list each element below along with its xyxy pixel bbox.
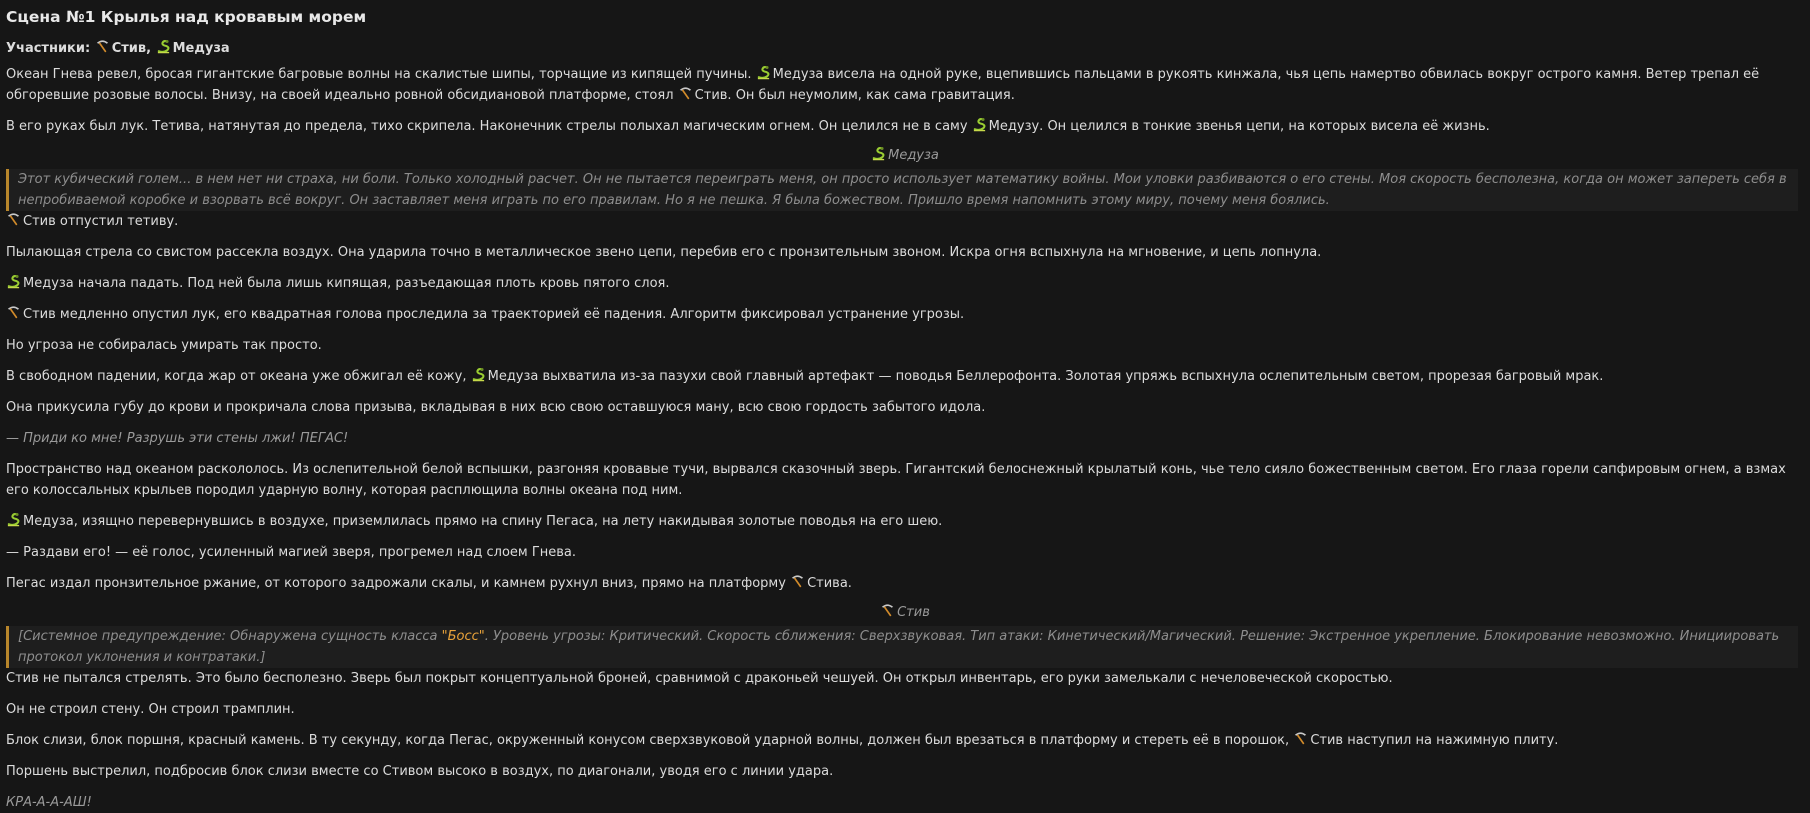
story-paragraph: Стив не пытался стрелять. Это было бесполезно. Зверь был покрыт концептуальной броней, сравнимой с драконьей чешуей. Он открыл инвентарь, его руки замелькали с нечеловеческой скоростью. — [6, 671, 1393, 686]
story-paragraph: Но угроза не собиралась умирать так просто. — [6, 338, 322, 353]
snake-icon — [972, 117, 987, 132]
story-paragraph — [6, 211, 1804, 232]
snake-icon — [6, 274, 21, 289]
pickaxe-icon — [880, 603, 895, 618]
snake-icon — [156, 39, 171, 54]
story-paragraph: Она прикусила губу до крови и прокричала слова призыва, вкладывая в них всю свою оставшуюся ману, всю свою гордость забытого идола. — [6, 400, 986, 415]
story-paragraph: Он не строил стену. Он строил трамплин. — [6, 702, 295, 717]
snake-icon — [471, 367, 486, 382]
story-sound-effect: КРА-А-А-АШ! — [6, 795, 92, 810]
story-text: Стив. Он был неумолим, как сама гравитация. — [694, 88, 1015, 103]
story-paragraph: Пространство над океаном раскололось. Из ослепительной белой вспышки, разгоняя кровавые тучи, вырвался сказочный зверь. Гигантский белоснежный крылатый конь, чье тело сияло божественным светом. Его глаза горели сапфировым огнем, а взмах его колоссальных крыльев породил ударную волну, которая расплющила волны океана под ним. — [6, 462, 1786, 498]
pickaxe-icon — [1293, 731, 1308, 746]
medusa-thought-quote: Этот кубический голем... в нем нет ни страха, ни боли. Только холодный расчет. Он не пытается переиграть меня, он просто использует математику войны. Мои уловки разбиваются о его стены. Моя скорость бесполезна, когда он может запереть себя в непробиваемой коробке и взорвать всё вокруг. Он заставляет меня играть по его правилам. Но я не пешка. Я была божеством. Пришло время напомнить этому миру, почему меня боялись. — [6, 169, 1798, 211]
pickaxe-icon — [6, 305, 21, 320]
boss-highlight: "Босс" — [441, 629, 485, 644]
participant-steve: Стив, — [111, 41, 152, 56]
pickaxe-icon — [790, 574, 805, 589]
snake-icon — [756, 65, 771, 80]
story-paragraph: Пылающая стрела со свистом рассекла воздух. Она ударила точно в металлическое звено цепи, перебив его с пронзительным звоном. Искра огня вспыхнула на мгновение, и цепь лопнула. — [6, 245, 1322, 260]
pickaxe-icon — [678, 86, 693, 101]
scene-title: Сцена №1 Крылья над кровавым морем — [6, 8, 367, 26]
story-text: Медузу. Он целился в тонкие звенья цепи, на которых висела её жизнь. — [988, 119, 1490, 134]
story-text: Океан Гнева ревел, бросая гигантские багровые волны на скалистые шипы, торчащие из кипящей пучины. — [6, 67, 752, 82]
pickaxe-icon — [95, 39, 110, 54]
participants — [6, 39, 1804, 59]
pickaxe-icon — [6, 212, 21, 227]
snake-icon — [871, 146, 886, 161]
speaker-medusa: Медуза — [6, 146, 1804, 166]
story-paragraph — [6, 64, 1804, 106]
story-paragraph: Медуза, изящно перевернувшись в воздухе, приземлилась прямо на спину Пегаса, на лету накидывая золотые поводья на его шею. — [6, 511, 1804, 532]
story-paragraph: Поршень выстрелил, подбросив блок слизи вместе со Стивом высоко в воздух, по диагонали, уводя его с линии удара. — [6, 764, 834, 779]
snake-icon — [6, 512, 21, 527]
participants-label: Участники: — [6, 41, 91, 56]
story-paragraph: Пегас издал пронзительное ржание, от которого задрожали скалы, и камнем рухнул вниз, прямо на платформу Стива. — [6, 576, 852, 591]
story-dialogue: — Раздави его! — её голос, усиленный магией зверя, прогремел над слоем Гнева. — [6, 545, 577, 560]
participant-medusa: Медуза — [172, 41, 230, 56]
system-warning-quote: [Системное предупреждение: Обнаружена сущность класса "Босс". Уровень угрозы: Критический. Скорость сближения: Сверхзвуковая. Тип атаки: Кинетический/Магический. Решение: Экстренное укрепление. Блокирование невозможно. Инициировать протокол уклонения и контратаки.] — [6, 626, 1798, 668]
story-text: В его руках был лук. Тетива, натянутая до предела, тихо скрипела. Наконечник стрелы полыхал магическим огнем. Он целился не в саму — [6, 119, 968, 134]
story-text: Медуза висела на одной руке, вцепившись пальцами в рукоять кинжала, чья цепь намертво обвилась вокруг острого камня. Ветер трепал её обгоревшие розовые волосы. Внизу, на своей идеально ровной обсидиановой платформе, стоял — [6, 67, 1760, 103]
story-paragraph: В свободном падении, когда жар от океана уже обжигал её кожу, Медуза выхватила из-за пазухи свой главный артефакт — поводья Беллерофонта. Золотая упряжь вспыхнула ослепительным светом, прорезая багровый мрак. — [6, 369, 1604, 384]
story-dialogue: — Приди ко мне! Разрушь эти стены лжи! ПЕГАС! — [6, 431, 349, 446]
story-text: Стив отпустил тетиву. — [23, 214, 179, 229]
story-paragraph: Блок слизи, блок поршня, красный камень. В ту секунду, когда Пегас, окруженный конусом сверхзвуковой ударной волны, должен был врезаться в платформу и стереть её в порошок, Стив наступил на нажимную плиту. — [6, 733, 1559, 748]
story-paragraph — [6, 116, 1804, 137]
story-paragraph: Стив медленно опустил лук, его квадратная голова проследила за траекторией её падения. Алгоритм фиксировал устранение угрозы. — [6, 304, 1804, 325]
speaker-steve: Стив — [6, 603, 1804, 623]
story-paragraph: Медуза начала падать. Под ней была лишь кипящая, разъедающая плоть кровь пятого слоя. — [6, 273, 1804, 294]
